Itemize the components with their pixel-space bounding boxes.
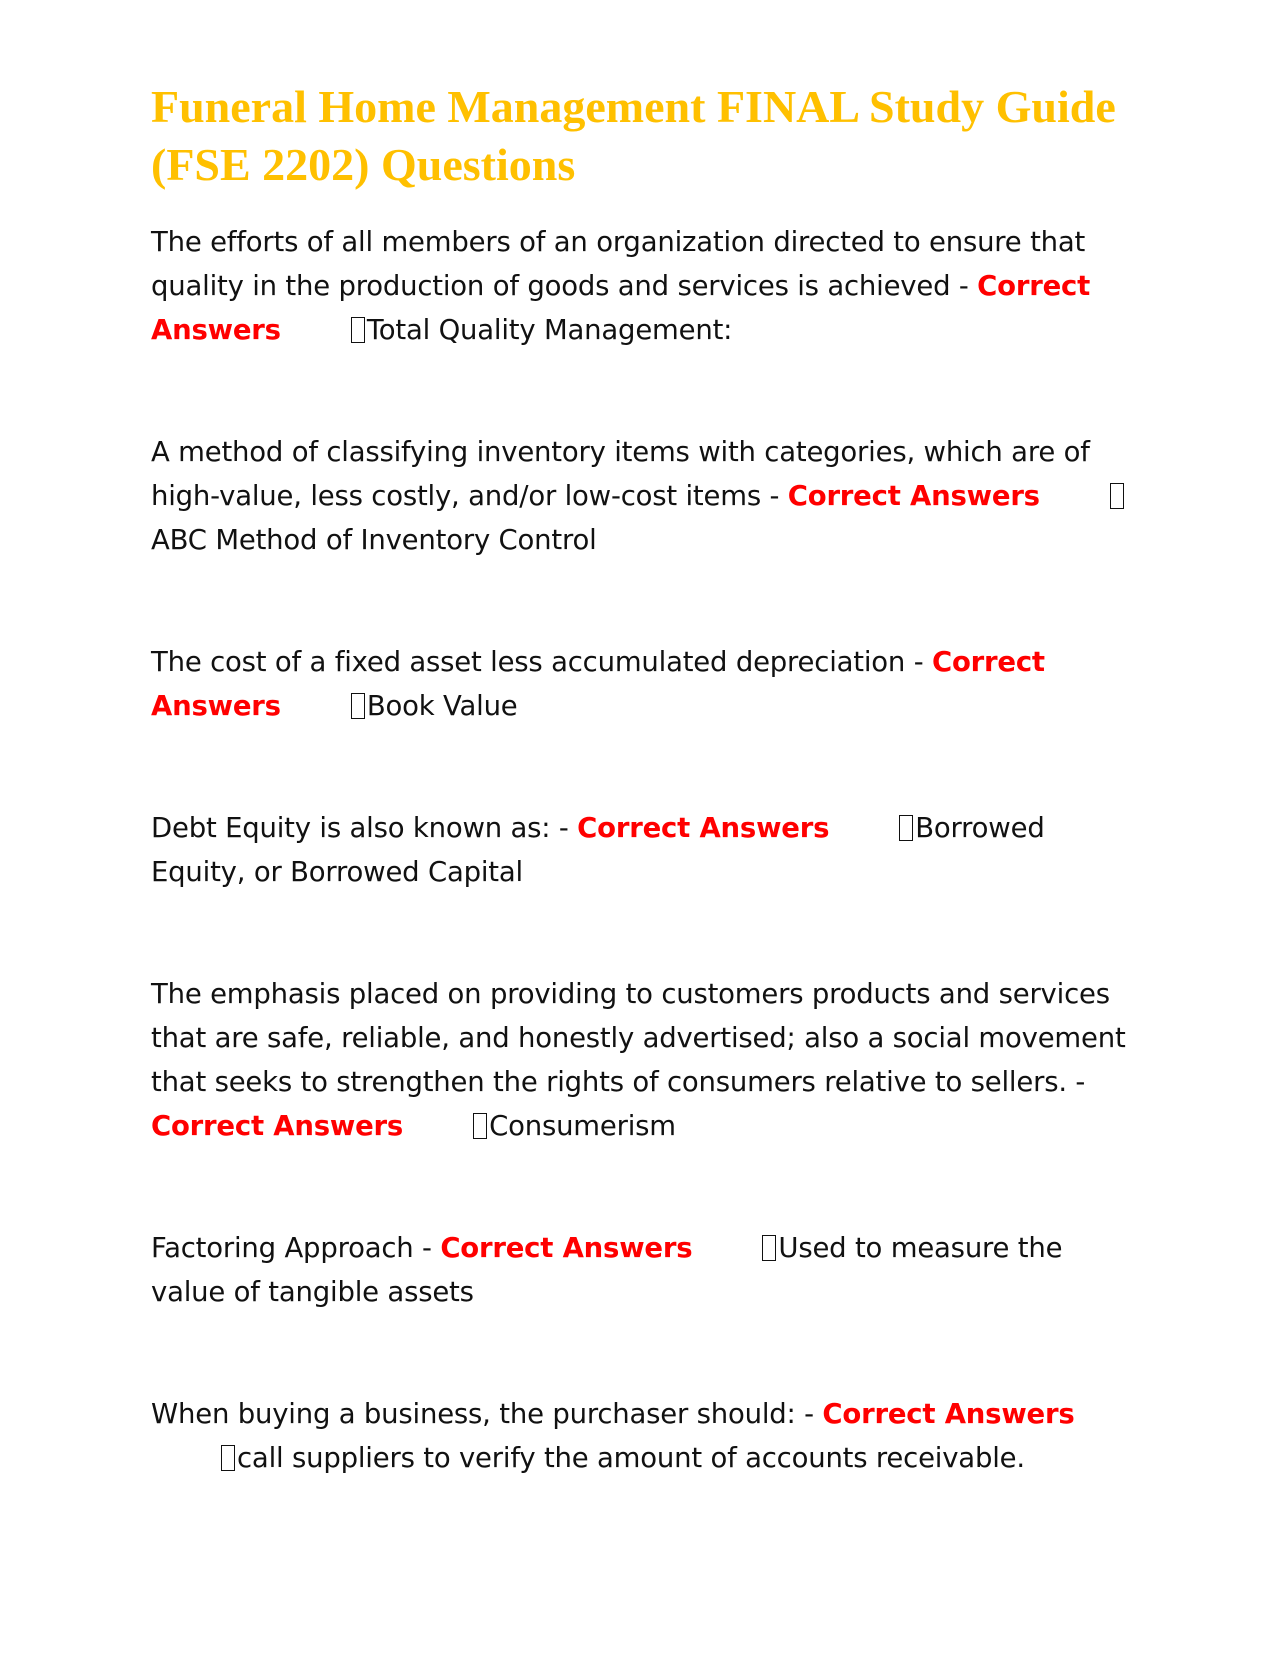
answer-label: Correct Answers bbox=[151, 270, 1091, 346]
separator: - bbox=[760, 480, 788, 512]
answer-label: Correct Answers bbox=[151, 646, 1045, 722]
answer-label: Correct Answers bbox=[787, 480, 1040, 512]
document-title: Funeral Home Management FINAL Study Guide (FSE 2202) Questions bbox=[151, 81, 1116, 190]
separator: - bbox=[413, 1232, 441, 1264]
missing-glyph-icon bbox=[1110, 483, 1124, 509]
question-text: When buying a business, the purchaser should: bbox=[151, 1398, 796, 1430]
question-text: A method of classifying inventory items with categories, which are of high-value, less costly, and/or low-cost items bbox=[151, 436, 1090, 512]
separator: - bbox=[1066, 1066, 1086, 1098]
missing-glyph-icon bbox=[473, 1113, 487, 1139]
missing-glyph-icon bbox=[899, 815, 913, 841]
document-page bbox=[151, 78, 1141, 1480]
answer-text: call suppliers to verify the amount of accounts receivable. bbox=[237, 1442, 1025, 1474]
missing-glyph-icon bbox=[762, 1235, 776, 1261]
missing-glyph-icon bbox=[351, 693, 365, 719]
qa-item bbox=[151, 640, 1141, 728]
question-text: Debt Equity is also known as: bbox=[151, 812, 551, 844]
answer-text: Borrowed Equity, or Borrowed Capital bbox=[151, 812, 1045, 888]
qa-item bbox=[151, 972, 1141, 1148]
answer-label: Correct Answers bbox=[151, 1110, 404, 1142]
answer-label: Correct Answers bbox=[822, 1398, 1075, 1430]
answer-text: ABC Method of Inventory Control bbox=[151, 524, 597, 556]
question-text: The cost of a fixed asset less accumulated depreciation bbox=[151, 646, 906, 678]
missing-glyph-icon bbox=[221, 1445, 235, 1471]
qa-item bbox=[151, 1392, 1141, 1480]
separator: - bbox=[550, 812, 578, 844]
answer-text: Used to measure the value of tangible assets bbox=[151, 1232, 1063, 1308]
missing-glyph-icon bbox=[351, 317, 365, 343]
separator: - bbox=[905, 646, 932, 678]
qa-item bbox=[151, 1226, 1141, 1314]
separator: - bbox=[795, 1398, 823, 1430]
answer-label: Correct Answers bbox=[577, 812, 830, 844]
answer-label: Correct Answers bbox=[440, 1232, 693, 1264]
separator: - bbox=[950, 270, 978, 302]
question-text: Factoring Approach bbox=[151, 1232, 414, 1264]
question-text: The efforts of all members of an organization directed to ensure that quality in the production of goods and services is achieved bbox=[151, 226, 1086, 302]
answer-text: Book Value bbox=[366, 690, 518, 722]
answer-text: Total Quality Management: bbox=[366, 314, 733, 346]
question-text: The emphasis placed on providing to customers products and services that are safe, reliable, and honestly advertised; also a social movement that seeks to strengthen the rights of consumers relative to sellers. bbox=[151, 978, 1126, 1098]
answer-text: Consumerism bbox=[489, 1110, 676, 1142]
qa-item bbox=[151, 806, 1141, 894]
qa-item bbox=[151, 430, 1141, 562]
qa-item bbox=[151, 220, 1141, 352]
